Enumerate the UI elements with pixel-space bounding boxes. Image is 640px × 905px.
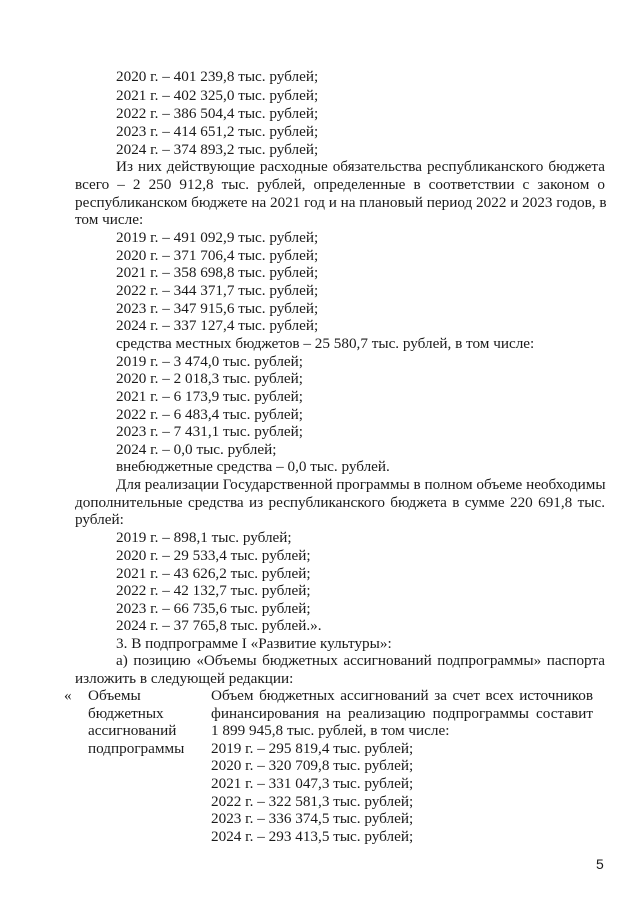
text-line: внебюджетные средства – 0,0 тыс. рублей.: [116, 458, 390, 475]
text-line: 2022 г. – 6 483,4 тыс. рублей;: [116, 406, 304, 423]
table-text: финансирования на реализацию подпрограммы составит: [211, 705, 593, 722]
table-text: Объем бюджетных ассигнований за счет всех источников: [211, 687, 593, 704]
text-line: 2022 г. – 42 132,7 тыс. рублей;: [116, 582, 311, 599]
text-line: 2023 г. – 66 735,6 тыс. рублей;: [116, 600, 311, 617]
text-line: 2019 г. – 898,1 тыс. рублей;: [116, 529, 292, 546]
text-line: 2023 г. – 347 915,6 тыс. рублей;: [116, 300, 319, 317]
table-year-line: 2020 г. – 320 709,8 тыс. рублей;: [211, 757, 414, 774]
text-line: 2019 г. – 3 474,0 тыс. рублей;: [116, 353, 304, 370]
paragraph-line: том числе:: [75, 211, 144, 228]
paragraph-line: дополнительные средства из республиканского бюджета в сумме 220 691,8 тыс.: [75, 494, 605, 511]
text-line: 2024 г. – 374 893,2 тыс. рублей;: [116, 141, 319, 158]
paragraph-line: изложить в следующей редакции:: [75, 670, 294, 687]
text-line: средства местных бюджетов – 25 580,7 тыс. рублей, в том числе:: [116, 335, 535, 352]
paragraph-line: всего – 2 250 912,8 тыс. рублей, определенные в соответствии с законом о: [75, 176, 605, 193]
text-line: 2021 г. – 43 626,2 тыс. рублей;: [116, 565, 311, 582]
text-line: 2024 г. – 337 127,4 тыс. рублей;: [116, 317, 319, 334]
text-line: 2024 г. – 0,0 тыс. рублей;: [116, 441, 277, 458]
paragraph-line: республиканском бюджете на 2021 год и на плановый период 2022 и 2023 годов, в: [75, 194, 607, 211]
paragraph-line: а) позицию «Объемы бюджетных ассигнований подпрограммы» паспорта: [116, 652, 605, 669]
text-line: 2021 г. – 402 325,0 тыс. рублей;: [116, 87, 319, 104]
text-line: 2022 г. – 386 504,4 тыс. рублей;: [116, 105, 319, 122]
text-line: 2020 г. – 371 706,4 тыс. рублей;: [116, 247, 319, 264]
text-line: 2023 г. – 7 431,1 тыс. рублей;: [116, 423, 304, 440]
text-line: 2019 г. – 491 092,9 тыс. рублей;: [116, 229, 319, 246]
text-line: 2020 г. – 29 533,4 тыс. рублей;: [116, 547, 311, 564]
table-label: подпрограммы: [88, 740, 185, 757]
page-number: 5: [596, 856, 604, 872]
text-line: 2021 г. – 6 173,9 тыс. рублей;: [116, 388, 304, 405]
table-label: ассигнований: [88, 722, 177, 739]
table-year-line: 2023 г. – 336 374,5 тыс. рублей;: [211, 810, 414, 827]
text-line: 2020 г. – 2 018,3 тыс. рублей;: [116, 370, 304, 387]
text-line: 2024 г. – 37 765,8 тыс. рублей.».: [116, 617, 322, 634]
quote-mark: «: [64, 687, 72, 704]
paragraph-line: Из них действующие расходные обязательства республиканского бюджета: [116, 158, 605, 175]
table-year-line: 2019 г. – 295 819,4 тыс. рублей;: [211, 740, 414, 757]
section-heading: 3. В подпрограмме I «Развитие культуры»:: [116, 635, 392, 652]
table-label: Объемы: [88, 687, 141, 704]
table-text: 1 899 945,8 тыс. рублей, в том числе:: [211, 722, 450, 739]
text-line: 2023 г. – 414 651,2 тыс. рублей;: [116, 123, 319, 140]
paragraph-line: рублей:: [75, 511, 124, 528]
table-year-line: 2024 г. – 293 413,5 тыс. рублей;: [211, 828, 414, 845]
text-line: 2021 г. – 358 698,8 тыс. рублей;: [116, 264, 319, 281]
paragraph-line: Для реализации Государственной программы в полном объеме необходимы: [116, 476, 606, 493]
text-line: 2020 г. – 401 239,8 тыс. рублей;: [116, 68, 319, 85]
table-label: бюджетных: [88, 705, 164, 722]
table-year-line: 2022 г. – 322 581,3 тыс. рублей;: [211, 793, 414, 810]
text-line: 2022 г. – 344 371,7 тыс. рублей;: [116, 282, 319, 299]
table-year-line: 2021 г. – 331 047,3 тыс. рублей;: [211, 775, 414, 792]
